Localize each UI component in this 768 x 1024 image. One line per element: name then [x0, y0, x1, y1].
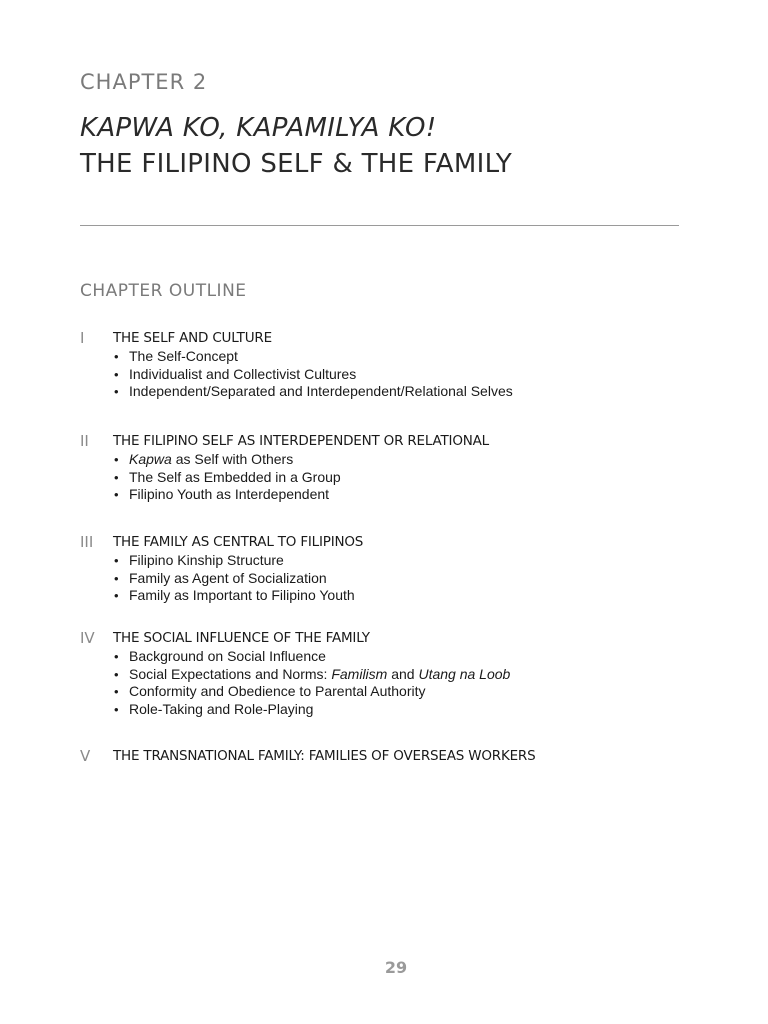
bullet-icon: • [114, 452, 119, 467]
item-text: Filipino Kinship Structure [129, 552, 284, 568]
section-numeral: I [80, 329, 85, 347]
list-item [113, 348, 513, 366]
page-number: 29 [384, 958, 408, 977]
bullet-icon: • [114, 666, 119, 682]
outline-heading: CHAPTER OUTLINE [80, 281, 247, 301]
bullet-icon: • [114, 366, 119, 382]
item-text: Background on Social Influence [129, 648, 326, 664]
item-text: Conformity and Obedience to Parental Authority [129, 683, 426, 699]
bullet-icon: • [114, 487, 119, 502]
section-title: THE FAMILY AS CENTRAL TO FILIPINOS [113, 534, 364, 550]
bullet-icon: • [114, 469, 119, 485]
list-item [113, 570, 355, 588]
item-text: The Self-Concept [129, 348, 238, 364]
bullet-icon: • [114, 349, 119, 364]
section-numeral: IV [80, 629, 95, 647]
list-item [113, 648, 510, 666]
chapter-title [80, 110, 512, 182]
list-item [113, 469, 341, 487]
section-items [113, 552, 355, 605]
item-text: Role-Taking and Role-Playing [129, 700, 314, 717]
italic-term: Utang na Loob [418, 665, 511, 682]
bullet-icon: • [114, 384, 119, 399]
item-text: Family as Important to Filipino Youth [129, 587, 355, 603]
section-items [113, 648, 510, 718]
section-title: THE TRANSNATIONAL FAMILY: FAMILIES OF OVERSEAS WORKERS [113, 748, 536, 764]
bullet-icon: • [114, 588, 119, 603]
chapter-title-line-1: KAPWA KO, KAPAMILYA KO! [80, 113, 437, 143]
section-numeral: V [80, 747, 91, 765]
bullet-icon: • [114, 684, 119, 699]
bullet-icon: • [114, 570, 119, 586]
section-title: THE SOCIAL INFLUENCE OF THE FAMILY [113, 630, 370, 646]
chapter-label: CHAPTER 2 [80, 70, 208, 94]
item-text: The Self as Embedded in a Group [129, 468, 341, 485]
list-item [113, 486, 341, 504]
item-text: and [387, 665, 419, 682]
item-text: Social Expectations and Norms: [129, 665, 332, 682]
bullet-icon: • [114, 701, 119, 717]
item-text: Family as Agent of Socialization [129, 569, 327, 586]
list-item [113, 451, 341, 469]
list-item [113, 552, 355, 570]
list-item [113, 366, 513, 384]
item-text: as Self with Others [171, 451, 294, 467]
item-text: Filipino Youth as Interdependent [129, 486, 330, 502]
list-item [113, 701, 510, 719]
bullet-icon: • [114, 553, 119, 568]
section-title: THE SELF AND CULTURE [113, 330, 272, 346]
item-text: Individualist and Collectivist Cultures [129, 365, 357, 382]
italic-term: Familism [331, 665, 388, 682]
list-item [113, 587, 355, 605]
section-numeral: III [80, 533, 94, 551]
list-item [113, 666, 510, 684]
horizontal-divider [80, 225, 679, 226]
section-title: THE FILIPINO SELF AS INTERDEPENDENT OR RELATIONAL [113, 433, 490, 449]
list-item [113, 383, 513, 401]
list-item [113, 683, 510, 701]
item-text: Independent/Separated and Interdependent/Relational Selves [129, 383, 513, 399]
bullet-icon: • [114, 649, 119, 664]
section-items [113, 451, 341, 504]
section-numeral: II [80, 432, 89, 450]
chapter-title-line-2: THE FILIPINO SELF & THE FAMILY [80, 149, 513, 179]
section-items [113, 348, 513, 401]
italic-term: Kapwa [129, 451, 172, 467]
